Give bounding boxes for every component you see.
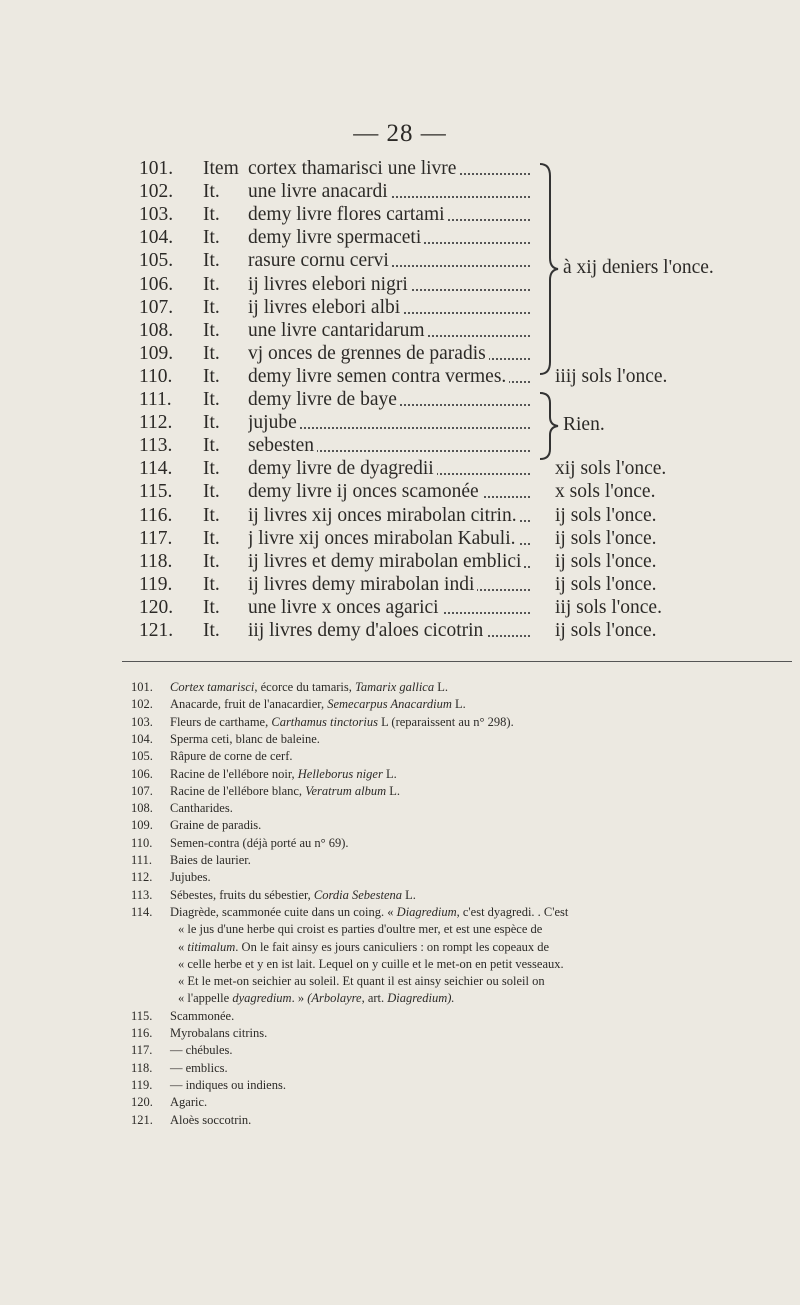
footnote-number: 103. bbox=[131, 714, 153, 729]
entry-number: 103. bbox=[139, 204, 174, 226]
footnote-continuation: « le jus d'une herbe qui croist es parties d'oultre mer, et est une espèce de bbox=[178, 922, 543, 937]
footnote-text: Racine de l'ellébore noir, Helleborus niger L. bbox=[170, 766, 397, 781]
entry-description-text: demy livre de dyagredii bbox=[248, 458, 437, 479]
entry-description-text: ij livres demy mirabolan indi bbox=[248, 574, 477, 595]
brace-group-2 bbox=[536, 391, 560, 461]
footnote-number: 114. bbox=[131, 904, 153, 919]
entry-description bbox=[248, 274, 530, 296]
entry-description-text: demy livre de baye bbox=[248, 389, 400, 410]
entry-description bbox=[248, 366, 530, 388]
footnote-number: 113. bbox=[131, 887, 153, 902]
entry-description-text: ij livres et demy mirabolan emblici bbox=[248, 551, 524, 572]
entry-item-abbrev: It. bbox=[203, 458, 220, 480]
entry-number: 120. bbox=[139, 596, 174, 618]
entry-description bbox=[248, 505, 530, 527]
entry-description bbox=[248, 250, 530, 272]
entry-item-abbrev: It. bbox=[203, 573, 220, 595]
entry-description-text: une livre cantaridarum bbox=[248, 320, 428, 341]
footnote-number: 102. bbox=[131, 697, 153, 712]
footnote-text: Baies de laurier. bbox=[170, 853, 251, 867]
entry-description bbox=[248, 297, 530, 319]
footnote-number: 106. bbox=[131, 766, 153, 781]
entry-item-abbrev: It. bbox=[203, 481, 220, 503]
entry-description-text: sebesten bbox=[248, 435, 317, 456]
entry-item-abbrev: It. bbox=[203, 365, 220, 387]
entry-description-text: vj onces de grennes de paradis bbox=[248, 343, 489, 364]
entry-description bbox=[248, 158, 530, 180]
footnote-text: Racine de l'ellébore blanc, Veratrum album L. bbox=[170, 783, 400, 798]
entry-item-abbrev: It. bbox=[203, 550, 220, 572]
entry-item-abbrev: It. bbox=[203, 389, 220, 410]
entry-item-abbrev: It. bbox=[203, 273, 220, 295]
entry-number: 113. bbox=[139, 435, 173, 457]
entry-number: 118. bbox=[139, 550, 173, 572]
entry-description bbox=[248, 412, 530, 434]
footnote-text: Anacarde, fruit de l'anacardier, Semecarpus Anacardium L. bbox=[170, 697, 466, 712]
entry-number: 119. bbox=[139, 573, 173, 595]
footnote-text: Graine de paradis. bbox=[170, 818, 262, 833]
entry-description bbox=[248, 551, 530, 573]
entry-price: ij sols l'once. bbox=[555, 550, 657, 572]
footnote-text: Agaric. bbox=[170, 1095, 208, 1110]
entry-price: xij sols l'once. bbox=[555, 458, 667, 480]
footnote-continuation: « Et le met-on seichier au soleil. Et quant il est ainsy seichier ou soleil on bbox=[178, 974, 545, 989]
entry-item-abbrev: It. bbox=[203, 435, 220, 457]
footnote-text: Scammonée. bbox=[170, 1008, 235, 1023]
entry-number: 115. bbox=[139, 481, 173, 503]
entry-description-text: ij livres xij onces mirabolan citrin. bbox=[248, 505, 520, 526]
entry-description bbox=[248, 620, 530, 642]
footnote-number: 104. bbox=[131, 731, 153, 746]
footnote-text: Jujubes. bbox=[170, 870, 211, 885]
entry-description-text: demy livre ij onces scamonée bbox=[248, 481, 482, 502]
brace-group-2-label: Rien. bbox=[563, 414, 605, 435]
footnote-text: Fleurs de carthame, Carthamus tinctorius L (reparaissent au n° 298). bbox=[170, 714, 514, 729]
entry-number: 109. bbox=[139, 342, 174, 364]
entry-description bbox=[248, 204, 530, 226]
brace-group-1 bbox=[536, 162, 560, 376]
entry-description bbox=[248, 181, 530, 203]
entry-description bbox=[248, 320, 530, 342]
entry-description bbox=[248, 458, 530, 480]
footnote-text: Cortex tamarisci, écorce du tamaris, Tamarix gallica L. bbox=[170, 680, 448, 694]
entry-number: 117. bbox=[139, 527, 173, 549]
entry-description-text: iij livres demy d'aloes cicotrin bbox=[248, 620, 486, 641]
footnote-text: Sperma ceti, blanc de baleine. bbox=[170, 731, 320, 746]
entry-number: 110. bbox=[139, 365, 173, 387]
entry-item-abbrev: It. bbox=[203, 181, 220, 203]
entry-description-text: ij livres elebori albi bbox=[248, 297, 403, 318]
entry-item-abbrev: It. bbox=[203, 412, 220, 434]
footnote-text: Sébestes, fruits du sébestier, Cordia Sebestena L. bbox=[170, 887, 416, 902]
entry-number: 116. bbox=[139, 504, 173, 526]
entry-price: ij sols l'once. bbox=[555, 620, 657, 641]
footnote-text: Myrobalans citrins. bbox=[170, 1026, 268, 1040]
footnote-continuation: « titimalum. On le fait ainsy es jours caniculiers : on rompt les copeaux de bbox=[178, 939, 550, 954]
footnote-number: 110. bbox=[131, 835, 153, 850]
entry-number: 106. bbox=[139, 273, 174, 295]
footnote-text: Aloès soccotrin. bbox=[170, 1112, 252, 1127]
footnote-number: 111. bbox=[131, 853, 152, 867]
footnote-text: — emblics. bbox=[170, 1060, 228, 1075]
footnote-number: 116. bbox=[131, 1026, 153, 1040]
footnote-rule bbox=[122, 661, 792, 662]
entry-number: 114. bbox=[139, 458, 173, 480]
footnote-number: 109. bbox=[131, 818, 153, 833]
entry-description-text: j livre xij onces mirabolan Kabuli. bbox=[248, 528, 519, 549]
entry-item-abbrev: It. bbox=[203, 504, 220, 526]
footnote-number: 119. bbox=[131, 1077, 153, 1092]
entry-description-text: une livre anacardi bbox=[248, 181, 391, 202]
entry-description bbox=[248, 435, 530, 457]
footnote-number: 107. bbox=[131, 783, 153, 798]
footnote-continuation: « celle herbe et y en ist lait. Lequel on y cuille et le met-on en petit vesseaux. bbox=[178, 956, 564, 971]
entry-item-abbrev: It. bbox=[203, 620, 220, 641]
entry-description-text: cortex thamarisci une livre bbox=[248, 158, 459, 179]
entry-item-abbrev: Item bbox=[203, 158, 239, 179]
entry-price: ij sols l'once. bbox=[555, 504, 657, 526]
entry-number: 107. bbox=[139, 296, 174, 318]
entry-item-abbrev: It. bbox=[203, 596, 220, 618]
entry-description bbox=[248, 597, 530, 619]
entry-description-text: ij livres elebori nigri bbox=[248, 274, 411, 295]
entry-description-text: demy livre spermaceti bbox=[248, 227, 424, 248]
footnote-continuation: « l'appelle dyagredium. » (Arbolayre, art. Diagredium). bbox=[178, 991, 455, 1006]
entry-price: x sols l'once. bbox=[555, 481, 656, 503]
entry-number: 102. bbox=[139, 181, 174, 203]
footnote-text: Semen-contra (déjà porté au n° 69). bbox=[170, 835, 349, 850]
entry-number: 111. bbox=[139, 389, 172, 410]
entry-description-text: une livre x onces agarici bbox=[248, 597, 442, 618]
page-number: — 28 — bbox=[353, 120, 447, 147]
footnote-number: 120. bbox=[131, 1095, 153, 1110]
footnote-text: — chébules. bbox=[170, 1043, 233, 1058]
entry-price: ij sols l'once. bbox=[555, 527, 657, 549]
footnote-text: Cantharides. bbox=[170, 801, 233, 816]
entry-item-abbrev: It. bbox=[203, 527, 220, 549]
entry-item-abbrev: It. bbox=[203, 342, 220, 364]
entry-description-text: jujube bbox=[248, 412, 300, 433]
entry-number: 105. bbox=[139, 250, 174, 272]
footnote-text: Râpure de corne de cerf. bbox=[170, 749, 293, 764]
footnote-number: 121. bbox=[131, 1112, 153, 1127]
brace-group-1-label: à xij deniers l'once. bbox=[563, 257, 714, 278]
entry-description-text: demy livre semen contra vermes. bbox=[248, 366, 509, 387]
entry-description bbox=[248, 343, 530, 365]
entry-description bbox=[248, 481, 530, 503]
entry-description bbox=[248, 227, 530, 249]
entry-price: ij sols l'once. bbox=[555, 573, 657, 595]
entry-item-abbrev: It. bbox=[203, 204, 220, 226]
entry-number: 121. bbox=[139, 620, 174, 641]
footnote-text: Diagrède, scammonée cuite dans un coing. « Diagredium, c'est dyagredi. . C'est bbox=[170, 904, 569, 919]
entry-price: iiij sols l'once. bbox=[555, 365, 668, 387]
entry-number: 104. bbox=[139, 227, 174, 249]
entry-description bbox=[248, 574, 530, 596]
footnote-number: 112. bbox=[131, 870, 153, 885]
footnote-number: 117. bbox=[131, 1043, 153, 1058]
entry-description bbox=[248, 528, 530, 550]
entry-number: 101. bbox=[139, 158, 174, 179]
entry-price: iij sols l'once. bbox=[555, 596, 662, 618]
entry-item-abbrev: It. bbox=[203, 227, 220, 249]
entry-item-abbrev: It. bbox=[203, 319, 220, 341]
entry-number: 108. bbox=[139, 319, 174, 341]
footnote-number: 108. bbox=[131, 801, 153, 816]
entry-description-text: rasure cornu cervi bbox=[248, 250, 392, 271]
entry-item-abbrev: It. bbox=[203, 250, 220, 272]
entry-item-abbrev: It. bbox=[203, 296, 220, 318]
footnote-number: 115. bbox=[131, 1008, 153, 1023]
entry-number: 112. bbox=[139, 412, 173, 434]
footnote-number: 101. bbox=[131, 680, 153, 694]
entry-description-text: demy livre flores cartami bbox=[248, 204, 448, 225]
footnote-number: 105. bbox=[131, 749, 153, 764]
footnote-number: 118. bbox=[131, 1060, 153, 1075]
footnote-text: — indiques ou indiens. bbox=[170, 1077, 286, 1092]
entry-description bbox=[248, 389, 530, 411]
